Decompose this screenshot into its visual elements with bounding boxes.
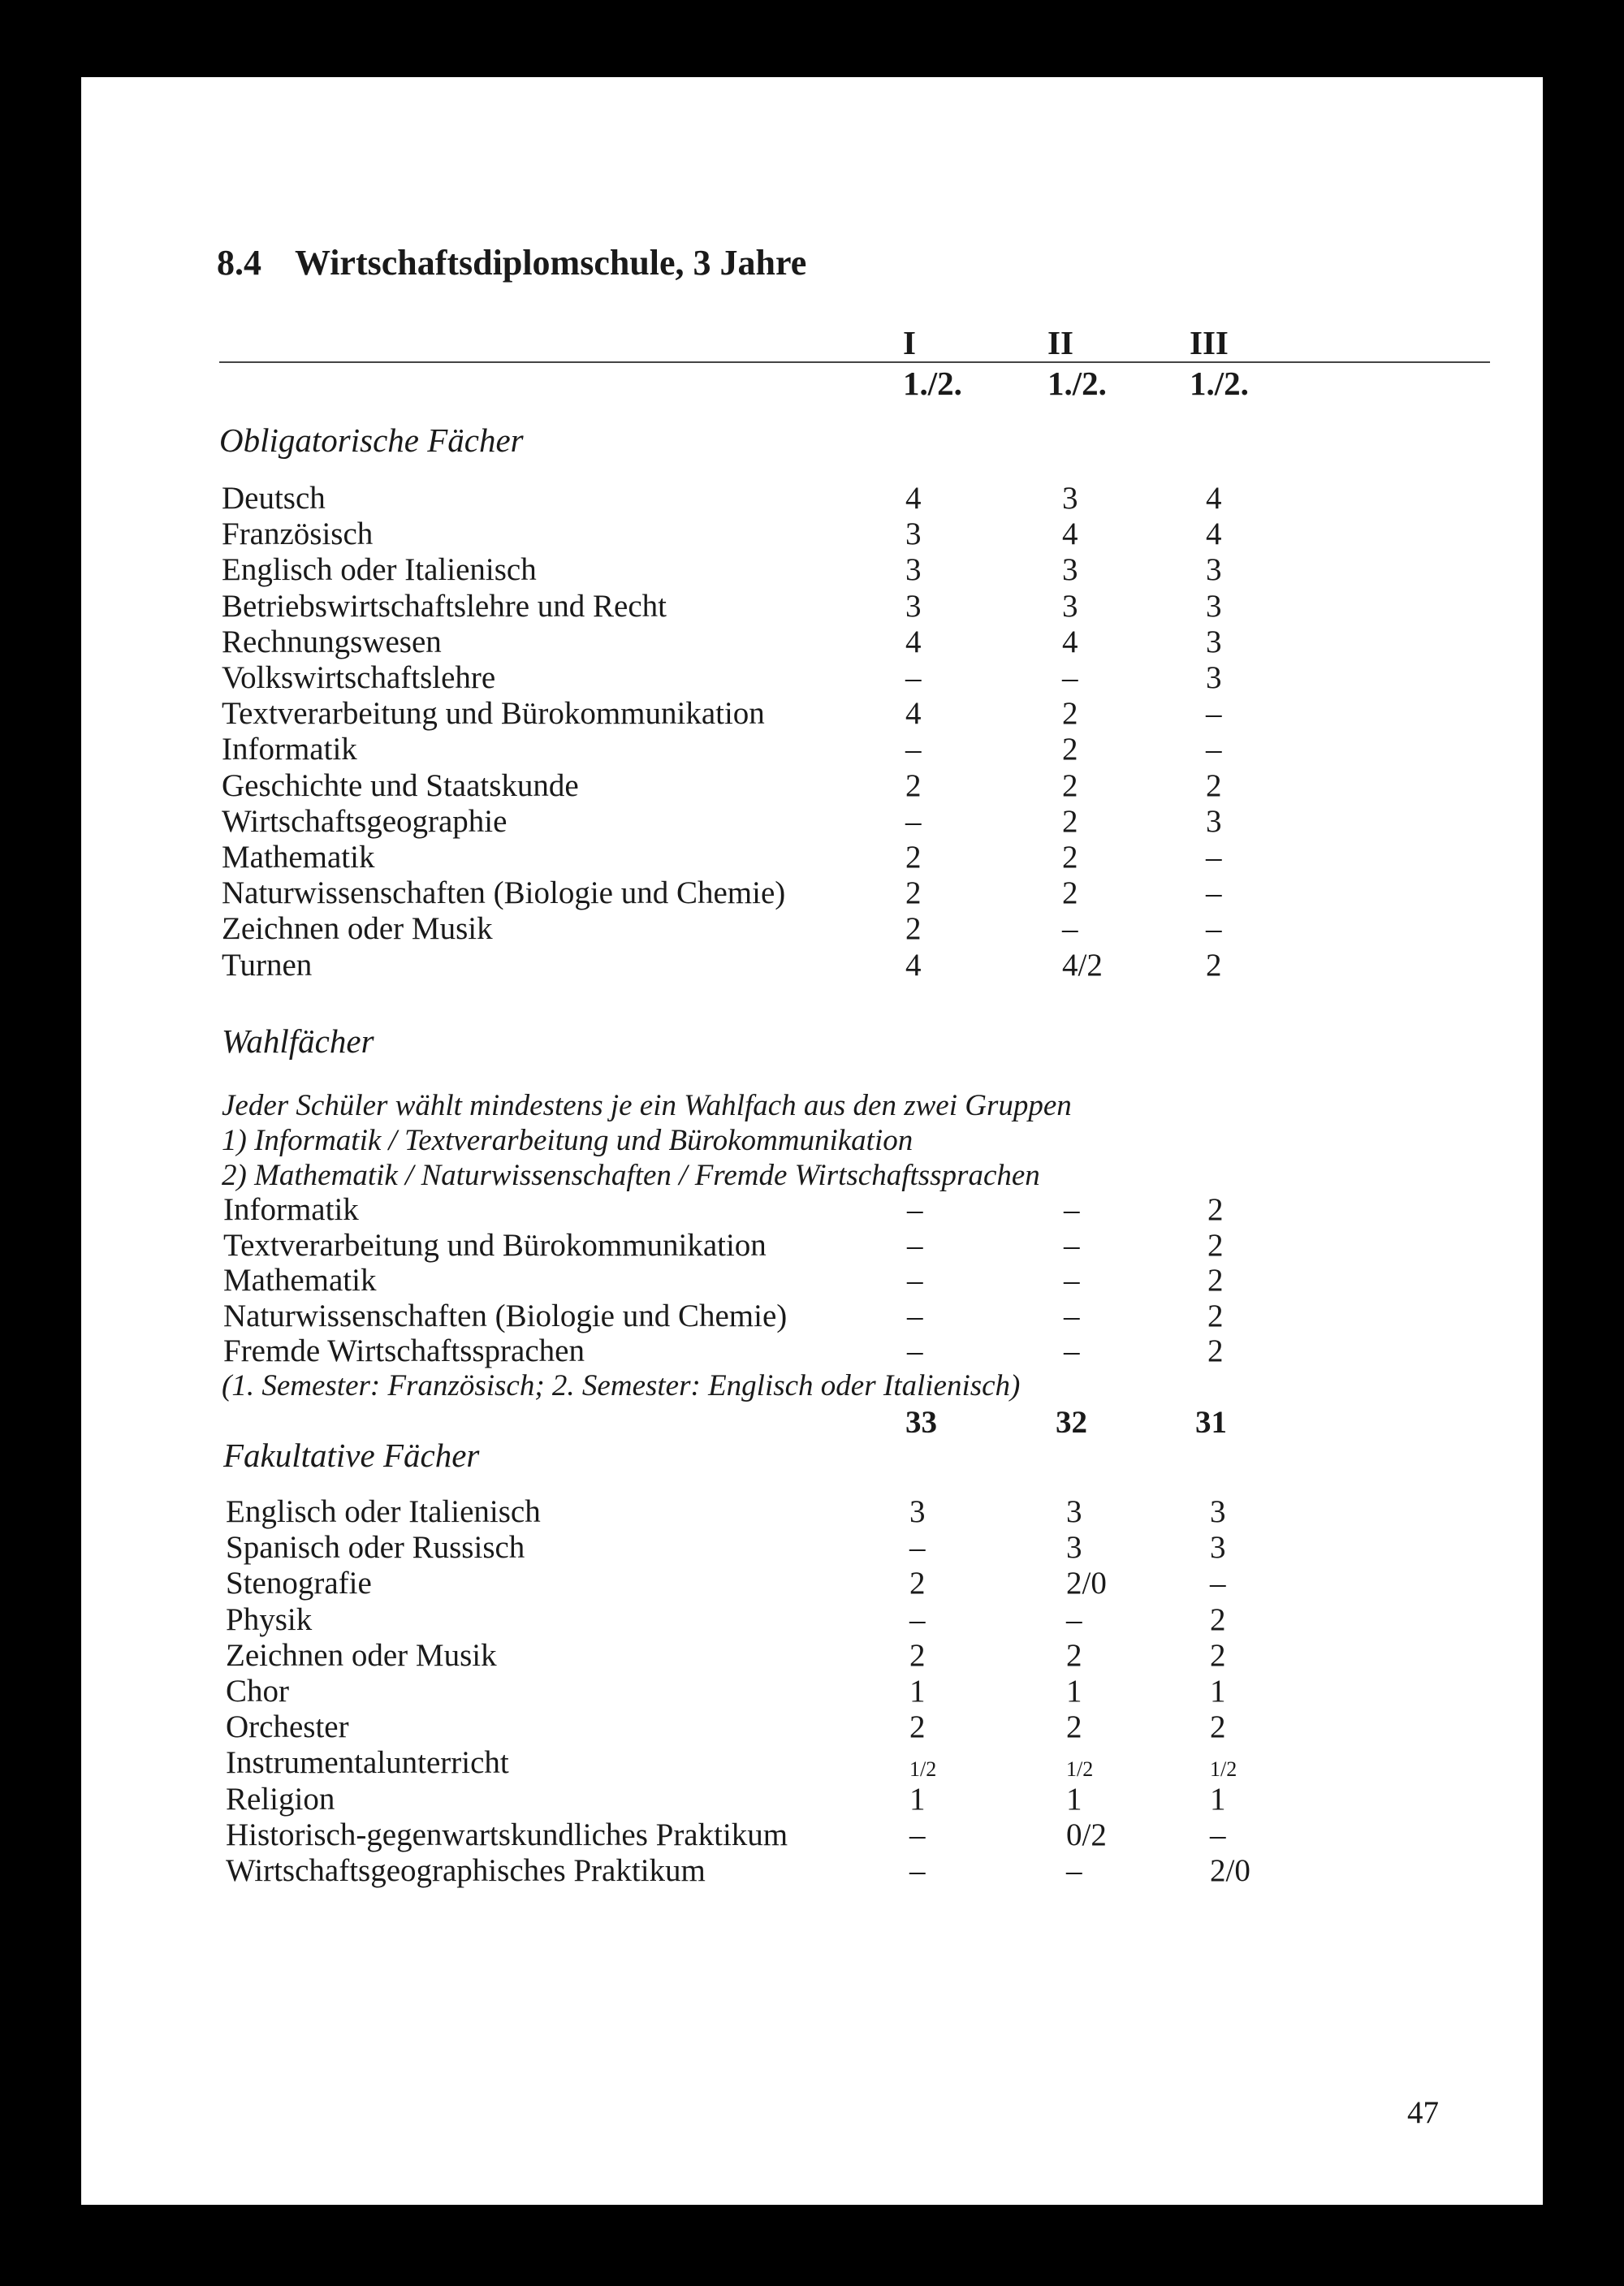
lesson-count-year-1: 2 — [909, 1709, 926, 1745]
lesson-count-year-3: – — [1206, 696, 1222, 732]
total-year-1: 33 — [905, 1405, 937, 1440]
column-year-3: III — [1190, 324, 1229, 361]
subject-name: Spanisch oder Russisch — [226, 1530, 525, 1566]
table-row — [226, 1745, 1444, 1781]
lesson-count-year-2: 2 — [1062, 840, 1078, 875]
lesson-count-year-1: 3 — [905, 588, 922, 624]
elective-note-line: 1) Informatik / Textverarbeitung und Bürokommunikation — [222, 1124, 914, 1157]
lesson-count-year-3: 2 — [1206, 767, 1222, 803]
optional-heading: Fakultative Fächer — [223, 1437, 480, 1474]
lesson-count-year-1: 2 — [905, 875, 922, 911]
lesson-count-year-2: – — [1064, 1227, 1080, 1263]
table-row — [226, 1817, 1444, 1853]
lesson-count-year-3: – — [1206, 911, 1222, 947]
table-row — [222, 911, 1440, 947]
table-row — [226, 1566, 1444, 1601]
subject-name: Französisch — [222, 516, 374, 552]
lesson-count-year-2: 2 — [1066, 1637, 1082, 1673]
elective-heading: Wahlfächer — [222, 1022, 374, 1060]
subject-name: Rechnungswesen — [222, 624, 442, 659]
lesson-count-year-1: – — [907, 1263, 923, 1298]
table-row — [222, 589, 1440, 624]
lesson-count-year-3: 3 — [1206, 660, 1222, 695]
table-row — [226, 1602, 1444, 1638]
table-row — [223, 1333, 1441, 1369]
document-page — [81, 77, 1543, 2205]
lesson-count-year-1: – — [909, 1853, 926, 1888]
elective-note-line: Jeder Schüler wählt mindestens je ein Wahlfach aus den zwei Gruppen — [222, 1089, 1072, 1122]
lesson-count-year-3: 2 — [1207, 1227, 1224, 1263]
lesson-count-year-2: 2 — [1062, 767, 1078, 803]
lesson-count-year-2: 3 — [1062, 588, 1078, 624]
subject-name: Historisch-gegenwartskundliches Praktikum — [226, 1817, 788, 1852]
table-row — [222, 516, 1440, 552]
lesson-count-year-3: 2 — [1207, 1263, 1224, 1298]
lesson-count-year-1: – — [905, 660, 922, 695]
lesson-count-year-2: – — [1064, 1192, 1080, 1227]
lesson-count-year-1: – — [905, 732, 922, 767]
subject-name: Physik — [226, 1601, 313, 1637]
lesson-count-year-3: 3 — [1206, 552, 1222, 588]
table-row — [222, 732, 1440, 767]
lesson-count-year-3: 2 — [1210, 1709, 1226, 1745]
lesson-count-year-2: – — [1064, 1333, 1080, 1368]
subject-name: Zeichnen oder Musik — [226, 1637, 497, 1673]
lesson-count-year-2: 3 — [1066, 1530, 1082, 1566]
lesson-count-year-2: 1/2 — [1066, 1757, 1094, 1782]
lesson-count-year-3: 2 — [1210, 1637, 1226, 1673]
subject-name: Turnen — [222, 947, 313, 983]
lesson-count-year-1: 1/2 — [909, 1757, 937, 1782]
lesson-count-year-1: 4 — [905, 947, 922, 983]
document-content — [81, 77, 1543, 2205]
lesson-count-year-1: 1 — [909, 1674, 926, 1709]
lesson-count-year-2: – — [1064, 1263, 1080, 1298]
lesson-count-year-1: 2 — [909, 1566, 926, 1601]
lesson-count-year-2: 2 — [1062, 732, 1078, 767]
lesson-count-year-3: 2 — [1210, 1601, 1226, 1637]
table-row — [226, 1530, 1444, 1566]
subject-name: Englisch oder Italienisch — [222, 552, 537, 588]
table-row — [223, 1299, 1441, 1334]
lesson-count-year-3: 3 — [1206, 803, 1222, 839]
table-row — [222, 552, 1440, 588]
subject-name: Fremde Wirtschaftssprachen — [223, 1333, 585, 1368]
lesson-count-year-3: – — [1210, 1817, 1226, 1852]
table-row — [226, 1709, 1444, 1745]
table-row — [222, 875, 1440, 911]
lesson-count-year-3: 2 — [1207, 1298, 1224, 1333]
subject-name: Orchester — [226, 1709, 349, 1745]
lesson-count-year-1: 3 — [909, 1494, 926, 1529]
subject-name: Naturwissenschaften (Biologie und Chemie) — [222, 875, 786, 911]
lesson-count-year-2: 0/2 — [1066, 1817, 1107, 1852]
subject-name: Religion — [226, 1781, 335, 1817]
lesson-count-year-2: 1 — [1066, 1781, 1082, 1817]
subject-name: Geschichte und Staatskunde — [222, 767, 579, 803]
lesson-count-year-2: 3 — [1062, 552, 1078, 588]
table-row — [223, 1263, 1441, 1299]
subject-name: Textverarbeitung und Bürokommunikation — [222, 696, 765, 732]
subject-name: Englisch oder Italienisch — [226, 1494, 541, 1529]
subject-name: Instrumentalunterricht — [226, 1745, 509, 1781]
lesson-count-year-3: 2 — [1207, 1192, 1224, 1227]
subject-name: Textverarbeitung und Bürokommunikation — [223, 1227, 767, 1263]
lesson-count-year-2: 3 — [1062, 481, 1078, 516]
subject-name: Betriebswirtschaftslehre und Recht — [222, 588, 667, 624]
subject-name: Naturwissenschaften (Biologie und Chemie) — [223, 1298, 788, 1333]
subject-name: Wirtschaftsgeographie — [222, 803, 508, 839]
lesson-count-year-2: – — [1066, 1601, 1082, 1637]
lesson-count-year-1: – — [905, 803, 922, 839]
lesson-count-year-3: – — [1206, 875, 1222, 911]
subject-name: Mathematik — [222, 840, 375, 875]
subject-name: Deutsch — [222, 481, 326, 516]
table-row — [222, 840, 1440, 875]
lesson-count-year-2: 2 — [1066, 1709, 1082, 1745]
section-title-text: Wirtschaftsdiplomschule, 3 Jahre — [295, 243, 807, 283]
lesson-count-year-1: 3 — [905, 552, 922, 588]
lesson-count-year-1: 4 — [905, 624, 922, 659]
subject-name: Chor — [226, 1674, 289, 1709]
lesson-count-year-2: 2 — [1062, 875, 1078, 911]
lesson-count-year-3: 1/2 — [1210, 1757, 1237, 1782]
lesson-count-year-1: – — [909, 1530, 926, 1566]
column-year-1: I — [903, 324, 916, 361]
lesson-count-year-3: 2 — [1207, 1333, 1224, 1368]
subject-name: Wirtschaftsgeographisches Praktikum — [226, 1853, 706, 1888]
lesson-count-year-3: 2 — [1206, 947, 1222, 983]
subject-name: Informatik — [222, 732, 357, 767]
lesson-count-year-2: – — [1064, 1298, 1080, 1333]
table-row — [226, 1494, 1444, 1530]
lesson-count-year-3: – — [1210, 1566, 1226, 1601]
total-year-2: 32 — [1056, 1405, 1087, 1440]
lesson-count-year-2: 2/0 — [1066, 1566, 1107, 1601]
lesson-count-year-3: 3 — [1206, 588, 1222, 624]
lesson-count-year-2: 4 — [1062, 624, 1078, 659]
lesson-count-year-2: 4 — [1062, 516, 1078, 552]
subject-name: Zeichnen oder Musik — [222, 911, 493, 947]
lesson-count-year-3: 3 — [1210, 1530, 1226, 1566]
column-year-2: II — [1047, 324, 1073, 361]
lesson-count-year-3: 4 — [1206, 481, 1222, 516]
lesson-count-year-3: 4 — [1206, 516, 1222, 552]
lesson-count-year-1: 2 — [905, 767, 922, 803]
lesson-count-year-3: 1 — [1210, 1674, 1226, 1709]
column-semester-3: 1./2. — [1190, 365, 1249, 402]
elective-footnote: (1. Semester: Französisch; 2. Semester: Englisch oder Italienisch) — [222, 1369, 1021, 1402]
lesson-count-year-3: – — [1206, 732, 1222, 767]
column-semester-1: 1./2. — [903, 365, 962, 402]
table-row — [222, 804, 1440, 840]
table-row — [222, 768, 1440, 804]
section-title — [217, 245, 806, 281]
header-rule — [219, 361, 1490, 363]
lesson-count-year-2: 4/2 — [1062, 947, 1103, 983]
lesson-count-year-1: – — [907, 1333, 923, 1368]
page-number: 47 — [1407, 2095, 1439, 2130]
subject-name: Mathematik — [223, 1263, 377, 1298]
lesson-count-year-2: 3 — [1066, 1494, 1082, 1529]
lesson-count-year-3: 2/0 — [1210, 1853, 1250, 1888]
lesson-count-year-2: – — [1066, 1853, 1082, 1888]
table-row — [222, 696, 1440, 732]
lesson-count-year-1: – — [907, 1192, 923, 1227]
lesson-count-year-2: 2 — [1062, 803, 1078, 839]
lesson-count-year-1: 2 — [905, 840, 922, 875]
lesson-count-year-1: 1 — [909, 1781, 926, 1817]
lesson-count-year-1: 3 — [905, 516, 922, 552]
section-number: 8.4 — [217, 243, 261, 283]
table-row — [222, 624, 1440, 660]
lesson-count-year-3: 3 — [1206, 624, 1222, 659]
table-row — [222, 660, 1440, 696]
lesson-count-year-1: – — [909, 1601, 926, 1637]
table-row — [226, 1638, 1444, 1674]
lesson-count-year-1: 2 — [905, 911, 922, 947]
total-year-3: 31 — [1195, 1405, 1227, 1440]
table-row — [226, 1853, 1444, 1889]
table-row — [226, 1782, 1444, 1817]
obligatory-heading: Obligatorische Fächer — [219, 421, 524, 459]
lesson-count-year-1: 2 — [909, 1637, 926, 1673]
lesson-count-year-1: – — [907, 1298, 923, 1333]
subject-name: Informatik — [223, 1192, 359, 1227]
lesson-count-year-3: 3 — [1210, 1494, 1226, 1529]
elective-note-line: 2) Mathematik / Naturwissenschaften / Fremde Wirtschaftssprachen — [222, 1159, 1040, 1192]
column-semester-2: 1./2. — [1047, 365, 1107, 402]
lesson-count-year-2: – — [1062, 660, 1078, 695]
table-row — [223, 1192, 1441, 1228]
table-row — [222, 481, 1440, 516]
lesson-count-year-1: – — [907, 1227, 923, 1263]
table-row — [222, 948, 1440, 983]
lesson-count-year-2: – — [1062, 911, 1078, 947]
lesson-count-year-2: 2 — [1062, 696, 1078, 732]
lesson-count-year-1: 4 — [905, 481, 922, 516]
lesson-count-year-1: 4 — [905, 696, 922, 732]
table-row — [226, 1674, 1444, 1709]
lesson-count-year-3: – — [1206, 840, 1222, 875]
subject-name: Stenografie — [226, 1566, 372, 1601]
lesson-count-year-3: 1 — [1210, 1781, 1226, 1817]
lesson-count-year-1: – — [909, 1817, 926, 1852]
table-row — [223, 1228, 1441, 1264]
subject-name: Volkswirtschaftslehre — [222, 660, 496, 695]
lesson-count-year-2: 1 — [1066, 1674, 1082, 1709]
